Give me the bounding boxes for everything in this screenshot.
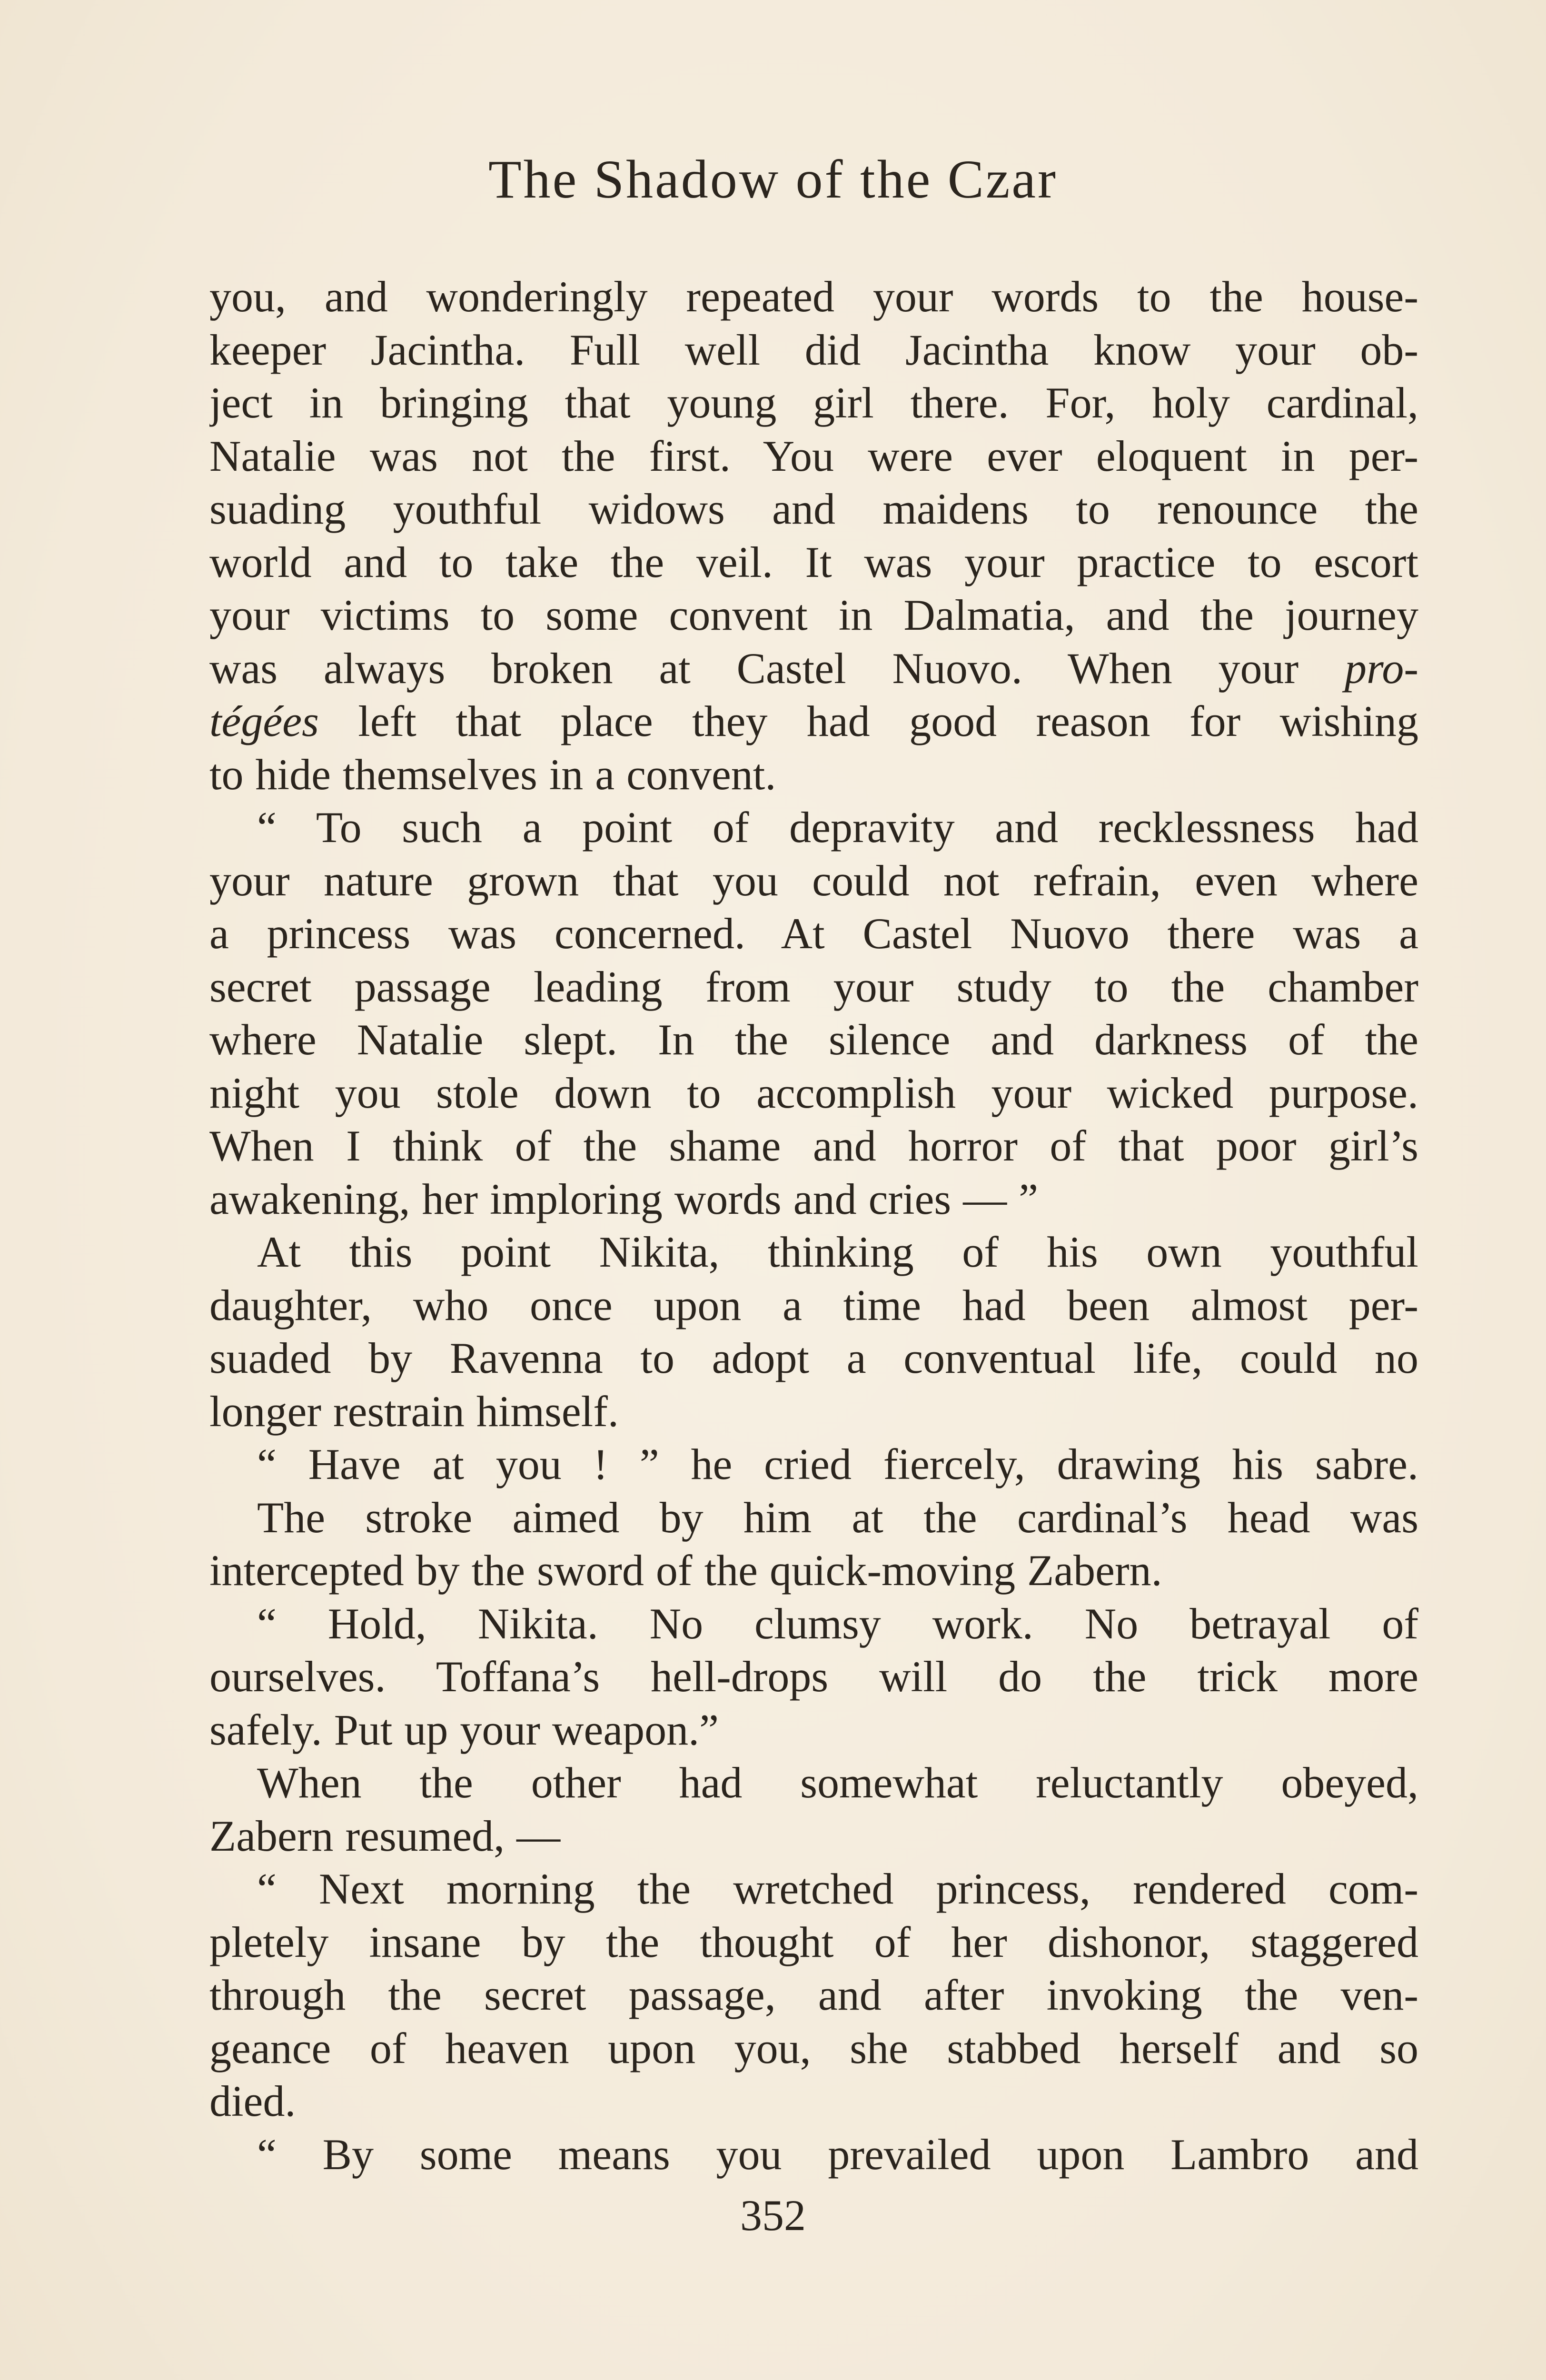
- text-line: When I think of the shame and horror of that poor girl’s: [209, 1121, 1418, 1170]
- text-line: At this point Nikita, thinking of his own youthful: [257, 1228, 1418, 1276]
- text-line: pletely insane by the thought of her dishonor, staggered: [209, 1917, 1418, 1966]
- text-line: ourselves. Toffana’s hell-drops will do the trick more: [209, 1652, 1418, 1701]
- text-line: The stroke aimed by him at the cardinal’s head was: [257, 1493, 1418, 1542]
- text-line: secret passage leading from your study to the chamber: [209, 962, 1418, 1011]
- text-line: was always broken at Castel Nuovo. When your pro-: [209, 644, 1418, 693]
- text-line: safely. Put up your weapon.”: [209, 1705, 719, 1754]
- text-line: “ Next morning the wretched princess, rendered com-: [257, 1864, 1418, 1913]
- text-line: where Natalie slept. In the silence and darkness of the: [209, 1015, 1418, 1064]
- text-line: daughter, who once upon a time had been almost per-: [209, 1280, 1418, 1329]
- body-text: [209, 270, 1418, 2181]
- page-number: 352: [740, 2191, 806, 2240]
- text-line: intercepted by the sword of the quick-moving Zabern.: [209, 1546, 1162, 1595]
- text-line: “ To such a point of depravity and recklessness had: [257, 803, 1418, 852]
- text-line: a princess was concerned. At Castel Nuovo there was a: [209, 909, 1418, 958]
- text-line: “ By some means you prevailed upon Lambro and: [257, 2130, 1418, 2179]
- text-line: your nature grown that you could not refrain, even where: [209, 856, 1418, 905]
- text-line: through the secret passage, and after invoking the ven-: [209, 1971, 1418, 2019]
- text-line: “ Have at you ! ” he cried fiercely, drawing his sabre.: [257, 1440, 1418, 1488]
- text-line: suaded by Ravenna to adopt a conventual life, could no: [209, 1334, 1418, 1382]
- text-line: keeper Jacintha. Full well did Jacintha know your ob-: [209, 325, 1418, 374]
- text-line: suading youthful widows and maidens to renounce the: [209, 485, 1418, 533]
- text-line: to hide themselves in a convent.: [209, 750, 776, 799]
- text-line: When the other had somewhat reluctantly obeyed,: [257, 1758, 1418, 1807]
- text-line: you, and wonderingly repeated your words to the house-: [209, 272, 1418, 321]
- text-line: died.: [209, 2077, 296, 2125]
- text-line: “ Hold, Nikita. No clumsy work. No betrayal of: [257, 1599, 1418, 1648]
- text-line: your victims to some convent in Dalmatia, and the journey: [209, 591, 1418, 639]
- text-line: Zabern resumed, —: [209, 1811, 561, 1860]
- text-line: night you stole down to accomplish your wicked purpose.: [209, 1068, 1418, 1117]
- text-line: awakening, her imploring words and cries — ”: [209, 1174, 1039, 1223]
- text-line: ject in bringing that young girl there. For, holy cardinal,: [209, 378, 1418, 427]
- text-line: Natalie was not the first. You were ever eloquent in per-: [209, 431, 1418, 480]
- text-line: tégées left that place they had good reason for wishing: [209, 697, 1418, 745]
- running-head: The Shadow of the Czar: [488, 149, 1058, 209]
- text-line: world and to take the veil. It was your practice to escort: [209, 537, 1418, 586]
- text-line: longer restrain himself.: [209, 1387, 619, 1436]
- text-line: geance of heaven upon you, she stabbed herself and so: [209, 2023, 1418, 2073]
